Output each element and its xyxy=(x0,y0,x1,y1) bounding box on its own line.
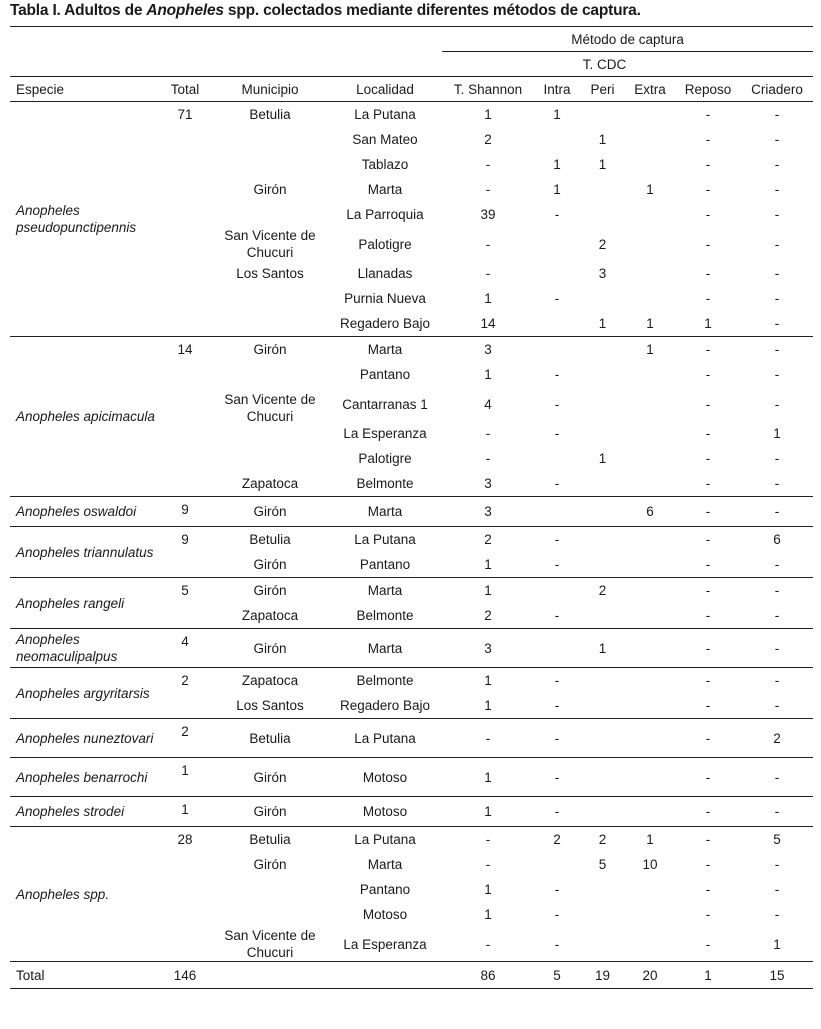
reposo-value: - xyxy=(675,668,741,694)
extra-value xyxy=(625,152,675,177)
municipio-cell: Girón xyxy=(253,182,287,197)
totals-empty xyxy=(212,962,328,989)
localidad-cell: La Putana xyxy=(328,827,442,853)
reposo-value: - xyxy=(675,629,741,668)
shannon-value: - xyxy=(442,827,534,853)
shannon-value: 1 xyxy=(484,291,492,306)
municipio-cell: Betulia xyxy=(212,719,328,758)
criadero-value: - xyxy=(774,291,780,306)
extra-value xyxy=(625,387,675,421)
table-row xyxy=(10,629,813,668)
shannon-value: 2 xyxy=(442,527,534,553)
localidad-cell: Motoso xyxy=(362,907,408,922)
intra-value: - xyxy=(554,698,560,713)
shannon-value: - xyxy=(485,426,491,441)
species-total: 4 xyxy=(158,629,212,668)
criadero-value: 1 xyxy=(773,426,781,441)
species-name: Anopheles triannulatus xyxy=(10,527,158,578)
peri-value xyxy=(580,527,625,553)
criadero-value: - xyxy=(774,907,780,922)
extra-value xyxy=(625,797,675,827)
localidad-cell: Pantano xyxy=(359,557,411,572)
species-total: 2 xyxy=(158,668,212,719)
reposo-value: - xyxy=(705,557,711,572)
species-name: Anopheles spp. xyxy=(10,827,158,962)
municipio-cell: Zapatoca xyxy=(212,668,328,694)
peri-value xyxy=(580,758,625,797)
species-total: 5 xyxy=(158,578,212,629)
intra-value: - xyxy=(554,936,560,952)
extra-value xyxy=(625,102,675,128)
species-total: 1 xyxy=(158,797,212,827)
criadero-value: - xyxy=(741,797,813,827)
peri-value xyxy=(580,693,625,719)
localidad-cell: Tablazo xyxy=(361,157,409,172)
shannon-value: 1 xyxy=(442,758,534,797)
peri-value xyxy=(580,337,625,363)
reposo-value: - xyxy=(705,132,711,147)
localidad-cell: Pantano xyxy=(359,882,411,897)
shannon-value: 3 xyxy=(442,497,534,527)
municipio-cell: Betulia xyxy=(212,827,328,853)
intra-value xyxy=(534,337,580,363)
intra-value: - xyxy=(534,797,580,827)
table-row xyxy=(10,578,813,604)
criadero-value: - xyxy=(741,758,813,797)
localidad-cell: La Putana xyxy=(328,719,442,758)
peri-value xyxy=(580,497,625,527)
species-name: Anopheles apicimacula xyxy=(10,337,158,497)
localidad-cell: La Putana xyxy=(328,102,442,128)
header-municipio: Municipio xyxy=(212,77,328,102)
species-name: Anopheles nuneztovari xyxy=(10,719,158,758)
municipio-cell: Girón xyxy=(212,629,328,668)
species-total: 9 xyxy=(158,497,212,527)
intra-value: - xyxy=(554,882,560,897)
extra-value xyxy=(625,127,675,152)
table-row xyxy=(10,102,813,128)
extra-value xyxy=(625,286,675,311)
criadero-value: - xyxy=(774,266,780,281)
localidad-cell: La Esperanza xyxy=(343,936,427,952)
species-name: Anopheles rangeli xyxy=(10,578,158,629)
peri-value: 2 xyxy=(580,578,625,604)
criadero-value: - xyxy=(774,557,780,572)
peri-value: 1 xyxy=(598,157,607,172)
intra-value xyxy=(534,578,580,604)
peri-value xyxy=(580,797,625,827)
species-table xyxy=(10,26,813,989)
peri-value xyxy=(580,102,625,128)
criadero-value: - xyxy=(774,396,780,412)
intra-value: - xyxy=(554,608,560,623)
totals-criadero: 15 xyxy=(741,962,813,989)
extra-value xyxy=(625,927,675,962)
reposo-value: - xyxy=(705,291,711,306)
localidad-cell: Pantano xyxy=(359,367,411,382)
table-body xyxy=(10,102,813,989)
header-shannon: T. Shannon xyxy=(442,77,534,102)
reposo-value: - xyxy=(705,426,711,441)
intra-value: 1 xyxy=(553,182,561,197)
municipio-cell: Zapatoca xyxy=(241,608,299,623)
extra-value xyxy=(625,552,675,578)
localidad-cell: Belmonte xyxy=(356,476,414,491)
peri-value xyxy=(580,902,625,927)
totals-total: 146 xyxy=(158,962,212,989)
municipio-cell: San Vicente de Chucuri xyxy=(224,228,316,260)
shannon-value: - xyxy=(485,182,491,197)
intra-value: - xyxy=(554,476,560,491)
shannon-value: 1 xyxy=(442,578,534,604)
criadero-value: - xyxy=(774,698,780,713)
shannon-value: 1 xyxy=(484,907,492,922)
localidad-cell: Regadero Bajo xyxy=(339,698,431,713)
species-name: Anopheles oswaldoi xyxy=(10,497,158,527)
reposo-value: - xyxy=(705,476,711,491)
extra-value xyxy=(625,758,675,797)
localidad-cell: Belmonte xyxy=(356,608,414,623)
peri-value xyxy=(580,387,625,421)
extra-value xyxy=(625,629,675,668)
shannon-value: 4 xyxy=(484,396,492,412)
criadero-value: - xyxy=(774,451,780,466)
criadero-value: - xyxy=(774,608,780,623)
species-name: Anopheles pseudopunctipennis xyxy=(10,102,158,337)
municipio-cell: San Vicente de Chucuri xyxy=(224,392,316,424)
criadero-value: 2 xyxy=(741,719,813,758)
extra-value xyxy=(625,668,675,694)
totals-shannon: 86 xyxy=(442,962,534,989)
intra-value xyxy=(534,446,580,471)
localidad-cell: Regadero Bajo xyxy=(339,316,431,331)
criadero-value: 6 xyxy=(741,527,813,553)
species-total: 71 xyxy=(158,102,212,337)
table-row xyxy=(10,827,813,853)
reposo-value: - xyxy=(675,497,741,527)
municipio-cell: Girón xyxy=(212,578,328,604)
shannon-value: - xyxy=(485,266,491,281)
shannon-value: 2 xyxy=(484,132,492,147)
intra-value: - xyxy=(554,426,560,441)
peri-value xyxy=(580,286,625,311)
reposo-value: - xyxy=(705,207,711,222)
extra-value xyxy=(625,578,675,604)
criadero-value: - xyxy=(774,207,780,222)
municipio-cell: Girón xyxy=(253,557,287,572)
shannon-value: - xyxy=(485,157,491,172)
extra-value: 10 xyxy=(642,857,658,872)
intra-value: - xyxy=(534,758,580,797)
peri-value: 1 xyxy=(598,451,607,466)
municipio-cell: Zapatoca xyxy=(241,476,299,491)
reposo-value: - xyxy=(705,698,711,713)
species-total: 2 xyxy=(158,719,212,758)
extra-value xyxy=(625,261,675,286)
table-row xyxy=(10,527,813,553)
intra-value xyxy=(534,852,580,877)
intra-value: 2 xyxy=(534,827,580,853)
localidad-cell: Palotigre xyxy=(358,236,412,252)
shannon-value: 39 xyxy=(480,207,496,222)
localidad-cell: Marta xyxy=(328,629,442,668)
criadero-value: - xyxy=(774,316,780,331)
intra-value: - xyxy=(554,207,560,222)
criadero-value: - xyxy=(741,578,813,604)
table-title: Tabla I. Adultos de Anopheles spp. colectados mediante diferentes métodos de captura. xyxy=(10,2,641,19)
extra-value: 1 xyxy=(625,337,675,363)
criadero-value: - xyxy=(774,157,780,172)
extra-value xyxy=(625,877,675,902)
localidad-cell: Marta xyxy=(367,857,403,872)
intra-value: 1 xyxy=(534,102,580,128)
species-total: 9 xyxy=(158,527,212,578)
reposo-value: - xyxy=(675,797,741,827)
table-row xyxy=(10,719,813,758)
totals-reposo: 1 xyxy=(675,962,741,989)
intra-value xyxy=(534,127,580,152)
reposo-value: 1 xyxy=(704,316,712,331)
municipio-cell: Los Santos xyxy=(236,266,304,281)
shannon-value: 14 xyxy=(480,316,496,331)
localidad-cell: Marta xyxy=(367,182,403,197)
intra-value: - xyxy=(534,668,580,694)
shannon-value: 3 xyxy=(442,337,534,363)
species-name: Anopheles benarrochi xyxy=(10,758,158,797)
extra-value: 1 xyxy=(625,827,675,853)
reposo-value: - xyxy=(705,907,711,922)
reposo-value: - xyxy=(675,578,741,604)
localidad-cell: Marta xyxy=(328,578,442,604)
peri-value xyxy=(580,471,625,497)
peri-value xyxy=(580,927,625,962)
extra-value xyxy=(625,421,675,446)
peri-value: 2 xyxy=(580,827,625,853)
extra-value xyxy=(625,693,675,719)
localidad-cell: Purnia Nueva xyxy=(344,291,426,306)
extra-value: 6 xyxy=(625,497,675,527)
extra-value xyxy=(625,446,675,471)
intra-value xyxy=(534,261,580,286)
peri-value xyxy=(580,603,625,629)
intra-value: - xyxy=(554,291,560,306)
localidad-cell: La Esperanza xyxy=(343,426,427,441)
totals-intra: 5 xyxy=(534,962,580,989)
criadero-value: - xyxy=(741,102,813,128)
reposo-value: - xyxy=(675,758,741,797)
shannon-value: - xyxy=(442,719,534,758)
table-row xyxy=(10,497,813,527)
intra-value: - xyxy=(534,527,580,553)
table-row xyxy=(10,797,813,827)
reposo-value: - xyxy=(675,337,741,363)
reposo-value: - xyxy=(705,882,711,897)
shannon-value: 2 xyxy=(484,608,492,623)
reposo-value: - xyxy=(675,102,741,128)
peri-value xyxy=(580,177,625,202)
localidad-cell: Marta xyxy=(328,497,442,527)
extra-value xyxy=(625,719,675,758)
reposo-value: - xyxy=(675,827,741,853)
municipio-cell: San Vicente de Chucuri xyxy=(224,928,316,960)
header-intra: Intra xyxy=(534,77,580,102)
extra-value xyxy=(625,527,675,553)
extra-value xyxy=(625,471,675,497)
reposo-value: - xyxy=(705,266,711,281)
localidad-cell: Motoso xyxy=(328,797,442,827)
extra-value xyxy=(625,362,675,387)
peri-value xyxy=(580,552,625,578)
intra-value xyxy=(534,497,580,527)
reposo-value: - xyxy=(705,157,711,172)
header-localidad: Localidad xyxy=(328,77,442,102)
reposo-value: - xyxy=(675,719,741,758)
criadero-value: - xyxy=(774,476,780,491)
shannon-value: 1 xyxy=(484,367,492,382)
header-reposo: Reposo xyxy=(675,77,741,102)
header-criadero: Criadero xyxy=(741,77,813,102)
table-row xyxy=(10,758,813,797)
municipio-cell: Girón xyxy=(212,337,328,388)
totals-label: Total xyxy=(10,962,158,989)
reposo-value: - xyxy=(705,608,711,623)
intra-value: - xyxy=(534,719,580,758)
species-name: Anopheles strodei xyxy=(10,797,158,827)
species-total: 1 xyxy=(158,758,212,797)
extra-value: 1 xyxy=(646,316,654,331)
criadero-value: - xyxy=(774,236,780,252)
reposo-value: - xyxy=(705,451,711,466)
shannon-value: 1 xyxy=(484,557,492,572)
extra-value xyxy=(625,902,675,927)
totals-extra: 20 xyxy=(625,962,675,989)
shannon-value: 1 xyxy=(442,102,534,128)
reposo-value: - xyxy=(705,936,711,952)
header-peri: Peri xyxy=(580,77,625,102)
municipio-cell: Girón xyxy=(253,857,287,872)
intra-value xyxy=(534,629,580,668)
header-total: Total xyxy=(158,77,212,102)
reposo-value: - xyxy=(705,396,711,412)
shannon-value: 1 xyxy=(442,797,534,827)
shannon-value: - xyxy=(485,451,491,466)
peri-value: 1 xyxy=(598,132,607,147)
localidad-cell: La Parroquia xyxy=(346,207,424,222)
localidad-cell: Marta xyxy=(328,337,442,363)
localidad-cell: Belmonte xyxy=(328,668,442,694)
peri-value: 5 xyxy=(598,857,607,872)
criadero-value: 1 xyxy=(773,936,781,952)
localidad-cell: La Putana xyxy=(328,527,442,553)
criadero-value: - xyxy=(774,182,780,197)
extra-value xyxy=(625,227,675,261)
extra-value xyxy=(625,202,675,227)
peri-value xyxy=(580,719,625,758)
header-especie: Especie xyxy=(10,77,158,102)
reposo-value: - xyxy=(705,367,711,382)
species-name: Anopheles neomaculipalpus xyxy=(10,629,158,668)
criadero-value: - xyxy=(774,132,780,147)
header-metodo: Método de captura xyxy=(442,27,813,52)
municipio-cell: Girón xyxy=(212,797,328,827)
localidad-cell: Motoso xyxy=(328,758,442,797)
totals-row xyxy=(10,962,813,989)
criadero-value: - xyxy=(741,668,813,694)
peri-value xyxy=(580,202,625,227)
intra-value xyxy=(534,227,580,261)
species-name: Anopheles argyritarsis xyxy=(10,668,158,719)
reposo-value: - xyxy=(705,236,711,252)
municipio-cell: Betulia xyxy=(212,527,328,553)
criadero-value: 5 xyxy=(741,827,813,853)
shannon-value: 1 xyxy=(442,668,534,694)
intra-value: - xyxy=(554,367,560,382)
municipio-cell: Girón xyxy=(212,758,328,797)
reposo-value: - xyxy=(675,527,741,553)
shannon-value: - xyxy=(485,236,491,252)
municipio-cell: Girón xyxy=(212,497,328,527)
peri-value: 3 xyxy=(598,266,607,281)
criadero-value: - xyxy=(774,882,780,897)
reposo-value: - xyxy=(705,182,711,197)
peri-value xyxy=(580,877,625,902)
extra-value xyxy=(625,603,675,629)
peri-value xyxy=(580,362,625,387)
municipio-cell: Betulia xyxy=(212,102,328,178)
extra-value: 1 xyxy=(646,182,654,197)
criadero-value: - xyxy=(774,367,780,382)
table-row xyxy=(10,668,813,694)
shannon-value: 3 xyxy=(484,476,492,491)
peri-value: 2 xyxy=(598,236,607,252)
table-row xyxy=(10,337,813,363)
localidad-cell: Cantarranas 1 xyxy=(342,396,428,412)
intra-value: - xyxy=(554,907,560,922)
criadero-value: - xyxy=(741,337,813,363)
localidad-cell: Palotigre xyxy=(358,451,412,466)
municipio-cell: Los Santos xyxy=(236,698,304,713)
peri-value xyxy=(580,668,625,694)
shannon-value: - xyxy=(485,936,491,952)
localidad-cell: San Mateo xyxy=(352,132,418,147)
intra-value: - xyxy=(554,396,560,412)
criadero-value: - xyxy=(774,857,780,872)
species-total: 28 xyxy=(158,827,212,962)
localidad-cell: Llanadas xyxy=(357,266,413,281)
species-total: 14 xyxy=(158,337,212,497)
totals-empty xyxy=(328,962,442,989)
header-tcdc: T. CDC xyxy=(534,52,675,77)
intra-value: 1 xyxy=(553,157,561,172)
peri-value xyxy=(580,421,625,446)
peri-value: 1 xyxy=(598,316,607,331)
criadero-value: - xyxy=(741,629,813,668)
shannon-value: 1 xyxy=(484,882,492,897)
intra-value: - xyxy=(554,557,560,572)
shannon-value: 1 xyxy=(484,698,492,713)
shannon-value: 3 xyxy=(442,629,534,668)
criadero-value: - xyxy=(741,497,813,527)
shannon-value: - xyxy=(485,857,491,872)
totals-peri: 19 xyxy=(580,962,625,989)
header-extra: Extra xyxy=(625,77,675,102)
intra-value xyxy=(534,311,580,337)
peri-value: 1 xyxy=(580,629,625,668)
reposo-value: - xyxy=(705,857,711,872)
